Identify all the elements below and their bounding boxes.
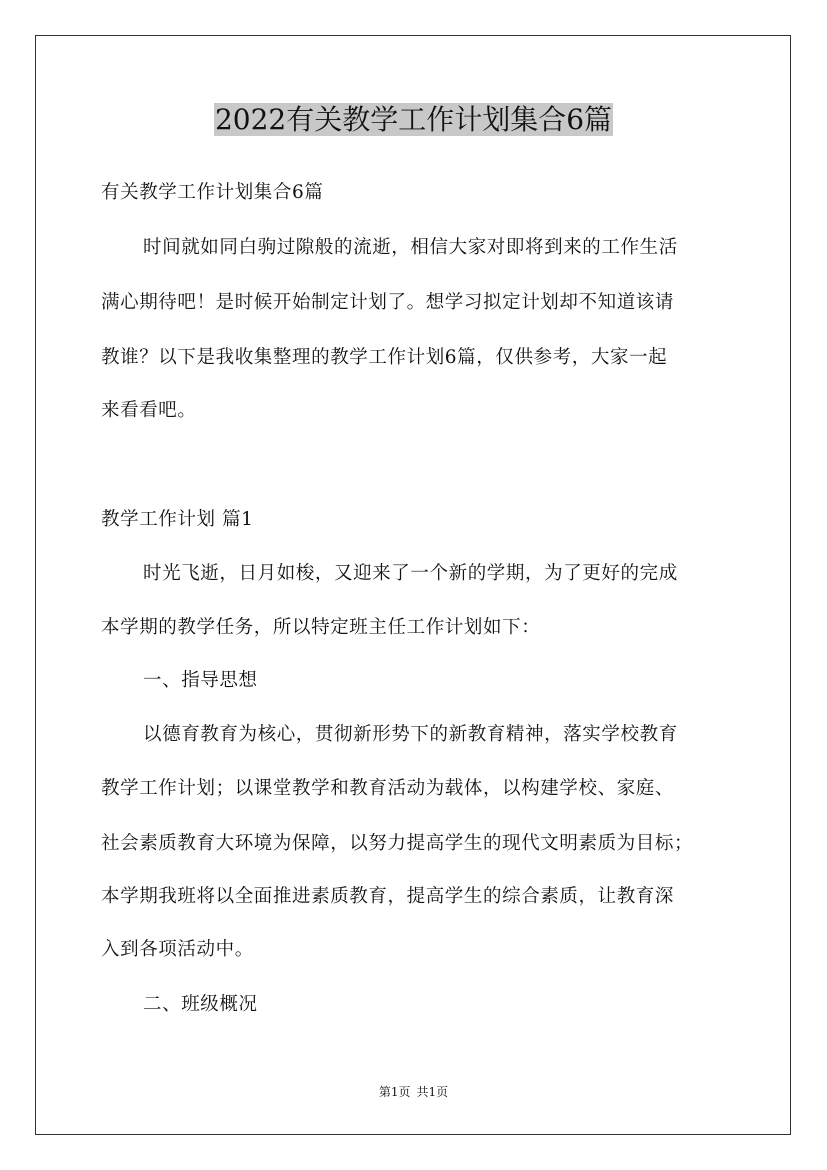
paragraph-line: 时光飞逝，日月如梭，又迎来了一个新的学期，为了更好的完成 xyxy=(143,563,678,584)
paragraph-line: 以德育教育为核心，贯彻新形势下的新教育精神，落实学校教育 xyxy=(143,724,678,745)
intro-line: 来看看吧。 xyxy=(101,400,197,421)
subsection-heading: 二、班级概况 xyxy=(143,994,258,1015)
paragraph-line: 本学期的教学任务，所以特定班主任工作计划如下： xyxy=(101,617,541,638)
paragraph-line: 入到各项活动中。 xyxy=(101,939,254,960)
paragraph-line: 社会素质教育大环境为保障，以努力提高学生的现代文明素质为目标； xyxy=(101,833,694,854)
paragraph-line: 教学工作计划；以课堂教学和教育活动为载体，以构建学校、家庭、 xyxy=(101,778,675,799)
intro-line: 教谁？以下是我收集整理的教学工作计划6篇，仅供参考，大家一起 xyxy=(101,347,668,368)
document-title-text: 2022有关教学工作计划集合6篇 xyxy=(214,103,613,136)
subsection-heading: 一、指导思想 xyxy=(143,670,258,691)
document-title xyxy=(0,100,827,140)
intro-line: 时间就如同白驹过隙般的流逝，相信大家对即将到来的工作生活 xyxy=(143,237,678,258)
paragraph-line: 本学期我班将以全面推进素质教育，提高学生的综合素质，让教育深 xyxy=(101,886,675,907)
document-subtitle: 有关教学工作计划集合6篇 xyxy=(101,182,324,203)
intro-line: 满心期待吧！是时候开始制定计划了。想学习拟定计划却不知道该请 xyxy=(101,292,675,313)
page-footer xyxy=(0,1084,827,1100)
page-number: 第1页 xyxy=(378,1085,411,1099)
section-heading: 教学工作计划 篇1 xyxy=(101,509,254,530)
page-total: 共1页 xyxy=(416,1085,449,1099)
